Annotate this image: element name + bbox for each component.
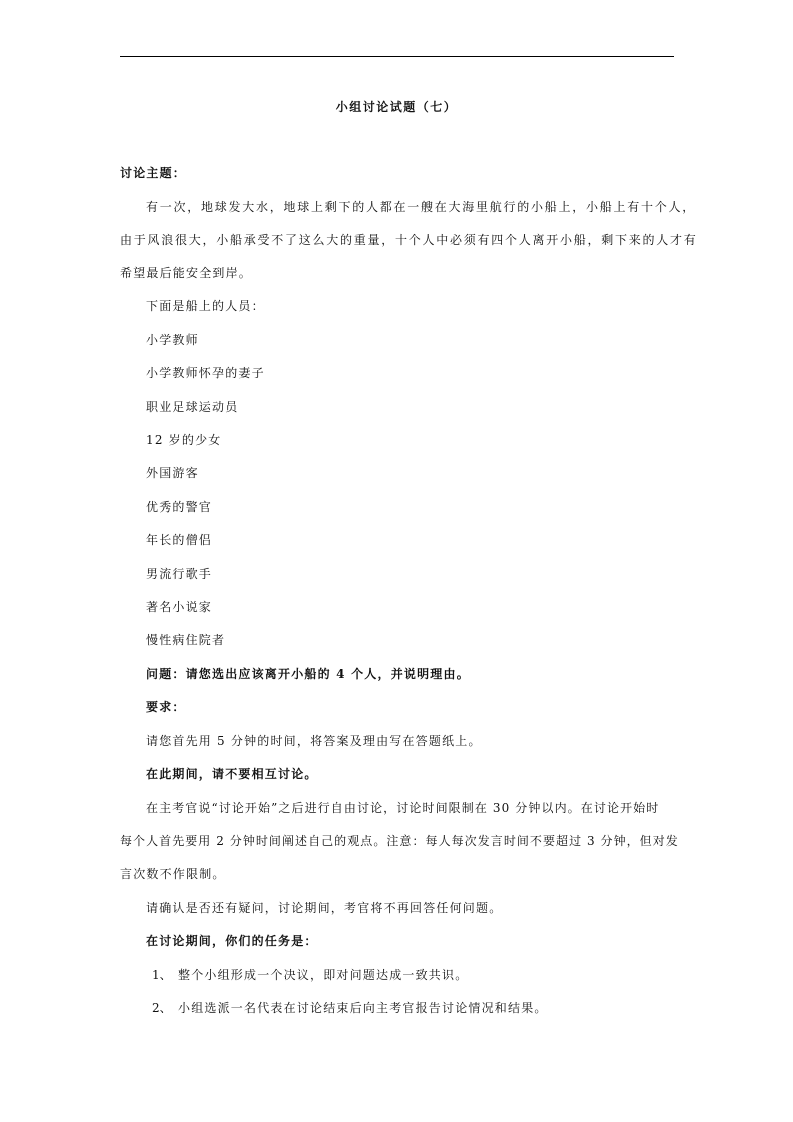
topic-heading: 讨论主题： (120, 166, 187, 180)
passenger-item: 著名小说家 (146, 600, 213, 614)
requirements-heading: 要求： (146, 700, 186, 714)
no-discussion-note: 在此期间，请不要相互讨论。 (146, 767, 318, 781)
task-text: 整个小组形成一个决议，即对问题达成一致共识。 (178, 968, 469, 982)
task-number: 1、 (152, 968, 172, 982)
task-text: 小组选派一名代表在讨论结束后向主考官报告讨论情况和结果。 (178, 1001, 548, 1015)
task-number: 2、 (152, 1001, 172, 1015)
passengers-heading: 下面是船上的人员： (146, 299, 265, 313)
intro-line-2: 由于风浪很大，小船承受不了这么大的重量，十个人中必须有四个人离开小船，剩下来的人才有 (120, 233, 698, 247)
passenger-item: 男流行歌手 (146, 567, 213, 581)
passenger-item: 外国游客 (146, 466, 199, 480)
passenger-item: 慢性病住院者 (146, 633, 226, 647)
header-rule (120, 56, 674, 57)
discussion-line-1: 在主考官说“讨论开始”之后进行自由讨论，讨论时间限制在 30 分钟以内。在讨论开始时 (146, 801, 660, 815)
confirm-note: 请确认是否还有疑问，讨论期间，考官将不再回答任何问题。 (146, 901, 503, 915)
question-text: 问题：请您选出应该离开小船的 4 个人，并说明理由。 (146, 667, 470, 681)
passenger-item: 小学教师怀孕的妻子 (146, 366, 265, 380)
requirement-text: 请您首先用 5 分钟的时间，将答案及理由写在答题纸上。 (146, 734, 482, 748)
passenger-item: 年长的僧侣 (146, 533, 213, 547)
discussion-line-2: 每个人首先要用 2 分钟时间阐述自己的观点。注意：每人每次发言时间不要超过 3 分钟，但对发 (120, 834, 679, 848)
tasks-heading: 在讨论期间，你们的任务是： (146, 934, 318, 948)
passenger-item: 小学教师 (146, 333, 199, 347)
passenger-item: 12 岁的少女 (146, 433, 222, 447)
intro-line-3: 希望最后能安全到岸。 (120, 266, 253, 280)
intro-line-1: 有一次，地球发大水，地球上剩下的人都在一艘在大海里航行的小船上，小船上有十个人， (146, 200, 697, 214)
document-title: 小组讨论试题（七） (335, 100, 458, 114)
passenger-item: 职业足球运动员 (146, 400, 239, 414)
discussion-line-3: 言次数不作限制。 (120, 867, 226, 881)
passenger-item: 优秀的警官 (146, 500, 213, 514)
